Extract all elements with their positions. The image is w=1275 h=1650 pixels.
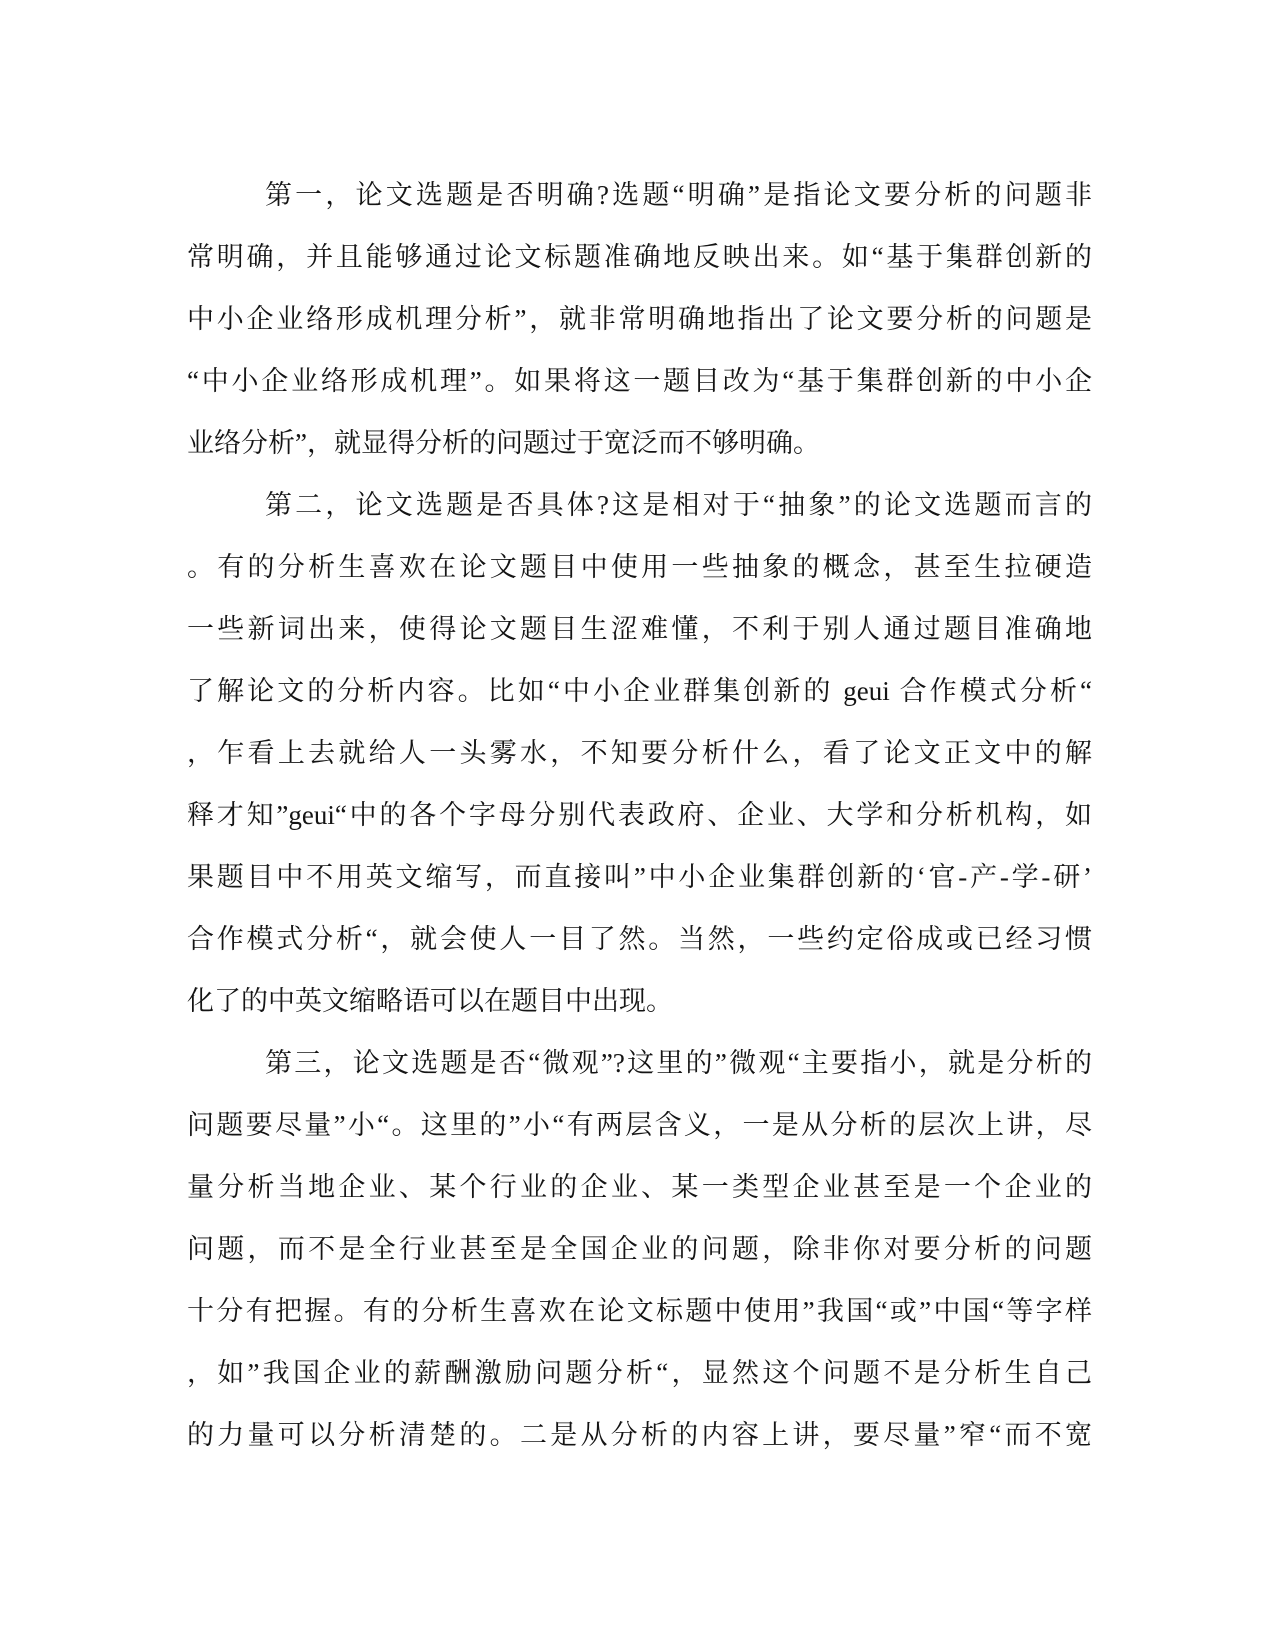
text-line: “中小企业络形成机理”。如果将这一题目改为“基于集群创新的中小企 bbox=[187, 366, 1092, 396]
text-line: 常明确，并且能够通过论文标题准确地反映出来。如“基于集群创新的 bbox=[187, 242, 1092, 272]
text-block bbox=[187, 164, 1092, 1466]
text-line: 第二，论文选题是否具体?这是相对于“抽象”的论文选题而言的 bbox=[265, 490, 1092, 520]
text-line: ，如”我国企业的薪酬激励问题分析“，显然这个问题不是分析生自己 bbox=[187, 1358, 1092, 1388]
text-line: 了解论文的分析内容。比如“中小企业群集创新的 geui 合作模式分析“ bbox=[187, 676, 1092, 706]
text-line: 中小企业络形成机理分析”，就非常明确地指出了论文要分析的问题是 bbox=[187, 304, 1092, 334]
text-line: 十分有把握。有的分析生喜欢在论文标题中使用”我国“或”中国“等字样 bbox=[187, 1296, 1092, 1326]
text-line: ，乍看上去就给人一头雾水，不知要分析什么，看了论文正文中的解 bbox=[187, 738, 1092, 768]
text-line: 业络分析”，就显得分析的问题过于宽泛而不够明确。 bbox=[187, 428, 820, 458]
text-line: 化了的中英文缩略语可以在题目中出现。 bbox=[187, 986, 673, 1016]
text-line: 果题目中不用英文缩写，而直接叫”中小企业集群创新的‘官-产-学-研’ bbox=[187, 862, 1092, 892]
text-line: 问题要尽量”小“。这里的”小“有两层含义，一是从分析的层次上讲，尽 bbox=[187, 1110, 1092, 1140]
text-line: 。有的分析生喜欢在论文题目中使用一些抽象的概念，甚至生拉硬造 bbox=[187, 552, 1092, 582]
text-line: 第三，论文选题是否“微观”?这里的”微观“主要指小，就是分析的 bbox=[265, 1048, 1092, 1078]
text-line: 量分析当地企业、某个行业的企业、某一类型企业甚至是一个企业的 bbox=[187, 1172, 1092, 1202]
text-line: 的力量可以分析清楚的。二是从分析的内容上讲，要尽量”窄“而不宽 bbox=[187, 1420, 1092, 1450]
text-line: 一些新词出来，使得论文题目生涩难懂，不利于别人通过题目准确地 bbox=[187, 614, 1092, 644]
text-line: 释才知”geui“中的各个字母分别代表政府、企业、大学和分析机构，如 bbox=[187, 800, 1092, 830]
text-line: 合作模式分析“，就会使人一目了然。当然，一些约定俗成或已经习惯 bbox=[187, 924, 1092, 954]
text-line: 第一，论文选题是否明确?选题“明确”是指论文要分析的问题非 bbox=[265, 180, 1092, 210]
text-line: 问题，而不是全行业甚至是全国企业的问题，除非你对要分析的问题 bbox=[187, 1234, 1092, 1264]
